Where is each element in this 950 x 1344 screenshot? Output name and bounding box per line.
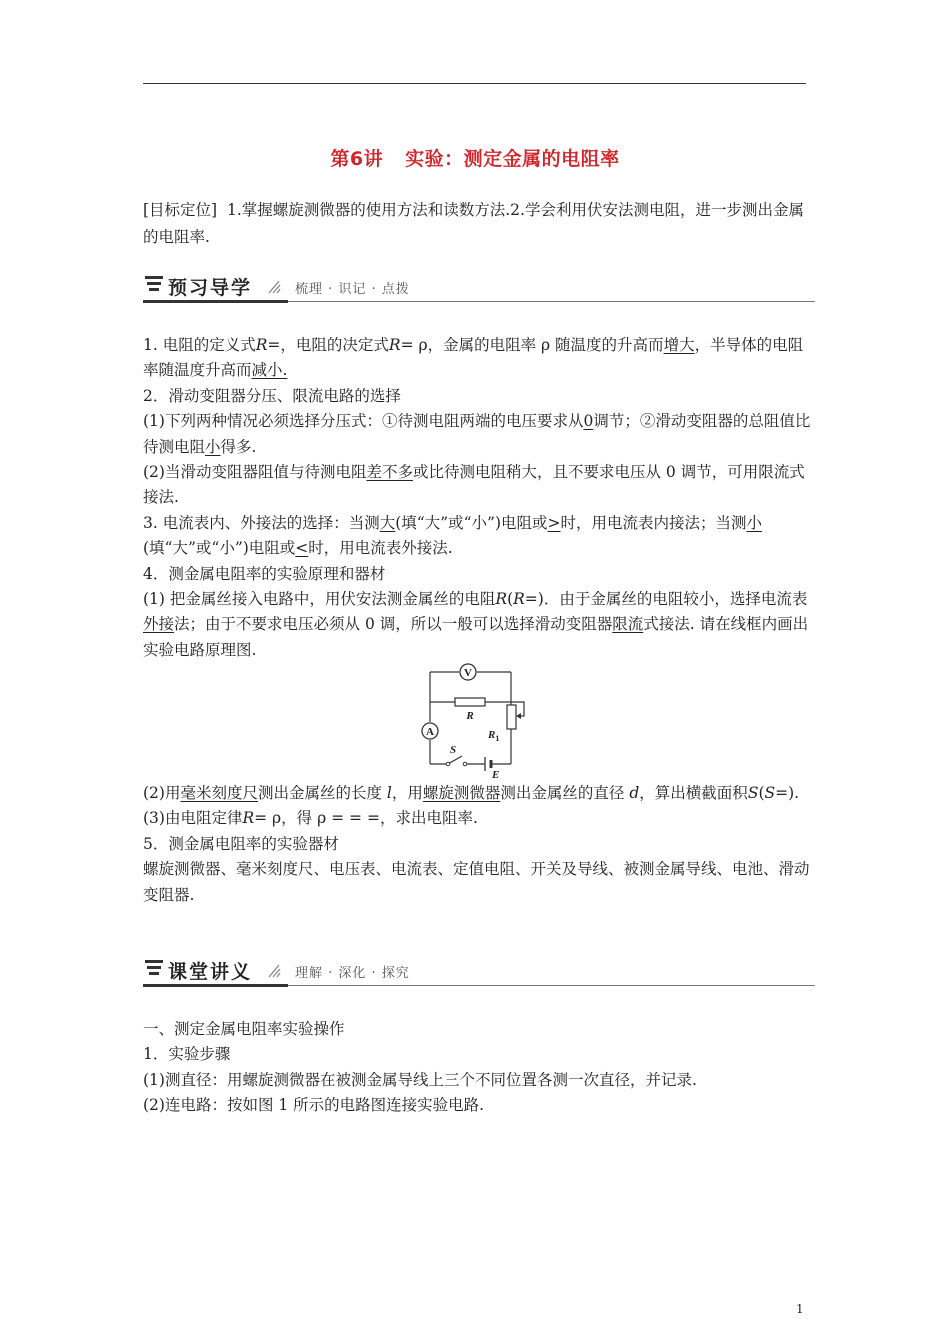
paragraph: 1．实验步骤 [143,1045,231,1064]
slash-decoration-icon [267,962,281,978]
answer-blank: 螺旋测微器 [422,784,501,802]
objectives-label: [目标定位] [143,201,218,219]
paragraph: 4．测金属电阻率的实验原理和器材 [143,564,386,583]
answer-blank: > [547,513,561,532]
objectives-text: 1.掌握螺旋测微器的使用方法和读数方法.2.学会利用伏安法测电阻，进一步测出金属的电阻率. [143,201,804,246]
section-bars-icon [145,276,165,296]
lecture-topic: 实验：测定金属的电阻率 [405,148,620,170]
section-title: 预习导学 [168,277,253,299]
preview-content [143,333,811,663]
section-title: 课堂讲义 [168,961,253,983]
paragraph: (3)由电阻定律R= ρ，得 ρ = = =，求出电阻率. [143,809,478,828]
lecture-number: 第6讲 [330,148,384,170]
section-subtitle: 理解 · 深化 · 探究 [295,966,410,981]
answer-blank: 小 [205,437,221,456]
paragraph: (1) 把金属丝接入电路中，用伏安法测金属丝的电阻R(R=)．由于金属丝的电阻较小，选择电流表外接法；由于不要求电压必须从 0 调，所以一般可以选择滑动变阻器限流式接法. 请在线框内画出实验电路原理图. [143,590,809,659]
paragraph: (1)下列两种情况必须选择分压式：①待测电阻两端的电压要求从0调节；②滑动变阻器的总阻值比待测电阻小得多. [143,412,811,456]
header-rule [143,83,806,84]
answer-blank: 减小. [251,361,288,380]
rheostat-label: $R_1$ [488,729,500,743]
section-subtitle: 梳理 · 识记 · 点拨 [295,282,410,297]
paragraph: 5．测金属电阻率的实验器材 [143,834,339,853]
paragraph: (2)连电路：按如图 1 所示的电路图连接实验电路. [143,1096,485,1115]
answer-blank: < [295,539,309,558]
battery-label: E [492,769,500,778]
answer-blank: 增大 [663,336,695,354]
page-title [0,144,950,171]
answer-blank: 小 [746,513,763,532]
answer-blank: 限流 [612,615,644,634]
section-bars-icon [145,960,165,980]
slider-arrow-icon [516,713,521,719]
paragraph: (2)用毫米刻度尺测出金属丝的长度 l，用螺旋测微器测出金属丝的直径 d，算出横截面积S(S=). [143,784,800,802]
resistor-label: R [466,710,474,722]
lecture-content [143,1017,811,1119]
section-header-preview [143,273,815,303]
paragraph: (1)测直径：用螺旋测微器在被测金属导线上三个不同位置各测一次直径，并记录. [143,1070,697,1089]
slash-decoration-icon [267,278,281,294]
answer-blank: 差不多 [366,463,413,482]
answer-blank: 毫米刻度尺 [180,784,258,802]
answer-blank: 大 [379,513,396,532]
switch-label: S [450,744,457,756]
answer-blank: 0 [583,412,594,431]
paragraph: (2)当滑动变阻器阻值与待测电阻差不多或比待测电阻稍大，且不要求电压从 0 调节，可用限流式接法. [143,463,805,507]
paragraph: 2．滑动变阻器分压、限流电路的选择 [143,386,401,405]
preview-content-continued [143,781,811,908]
circuit-diagram [420,660,535,778]
ammeter-label: A [426,726,434,738]
paragraph: 一、测定金属电阻率实验操作 [143,1020,345,1038]
page-number: 1 [796,1302,804,1316]
learning-objectives [143,197,813,251]
paragraph: 3. 电流表内、外接法的选择：当测大(填“大”或“小”)电阻或>时，用电流表内接法；当测小(填“大”或“小”)电阻或<时，用电流表外接法. [143,513,763,558]
voltmeter-label: V [464,667,472,679]
section-header-lecture [143,957,815,987]
answer-blank: 外接 [143,615,175,634]
paragraph: 螺旋测微器、毫米刻度尺、电压表、电流表、定值电阻、开关及导线、被测金属导线、电池、滑动变阻器. [143,860,810,904]
paragraph: 1. 电阻的定义式R=，电阻的决定式R= ρ，金属的电阻率 ρ 随温度的升高而增大，半导体的电阻率随温度升高而减小. [143,336,804,380]
